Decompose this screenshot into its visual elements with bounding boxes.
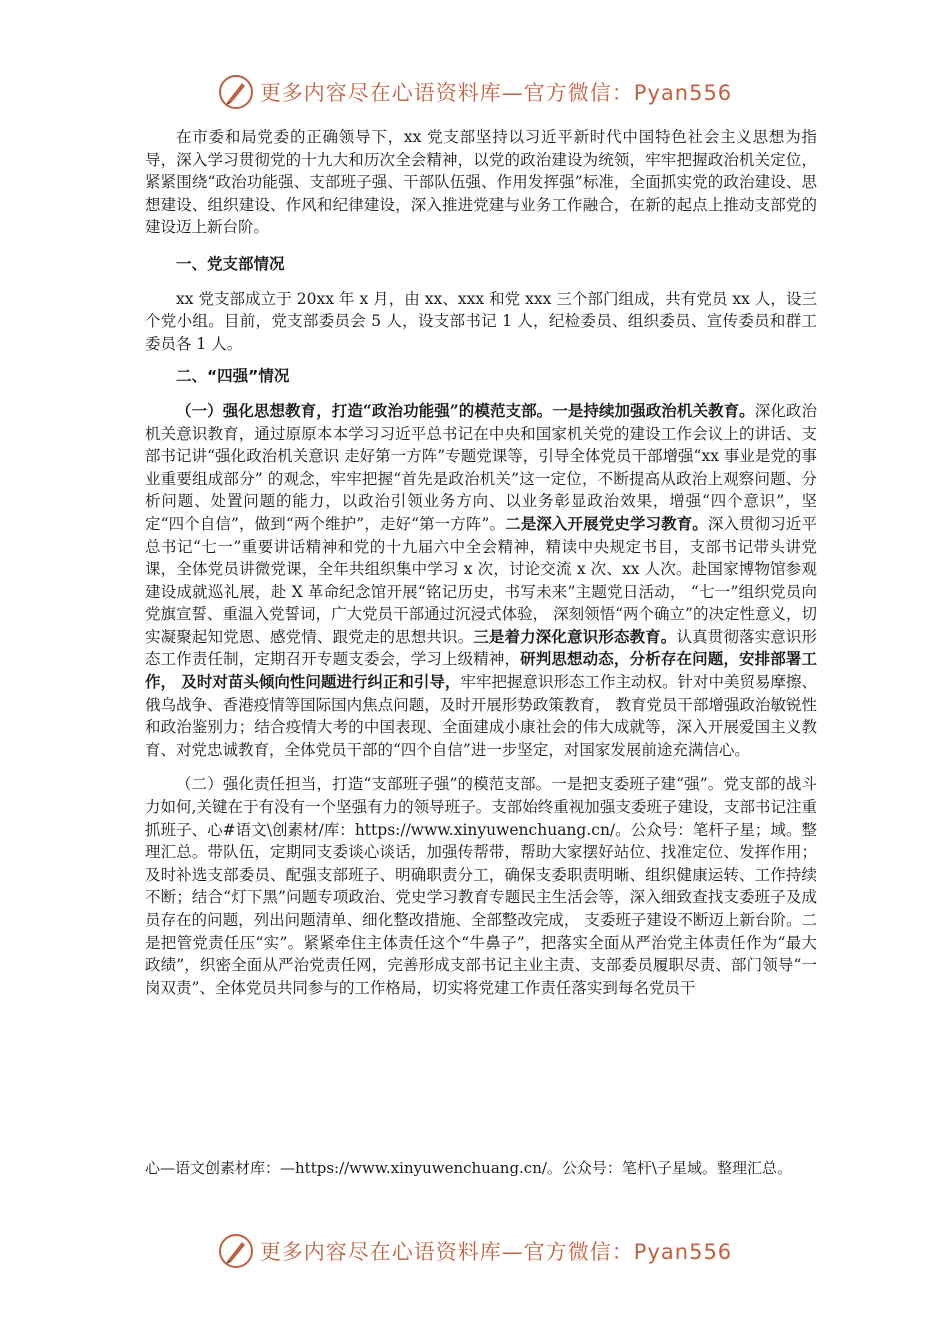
ideological-education-paragraph bbox=[145, 400, 817, 762]
banner-text: 更多内容尽在心语资料库—官方微信：Pyan556 bbox=[259, 81, 733, 105]
intro-paragraph: 在市委和局党委的正确领导下，xx 党支部坚持以习近平新时代中国特色社会主义思想为指导，深入学习贯彻党的十九大和历次全会精神，以党的政治建设为统领，牢牢把握政治机关定位，紧紧围绕“政治功能强、支部班子强、干部队伍强、作用发挥强”标准，全面抓实党的政治建设、思想建设、组织建设、作风和纪律建设，深入推进党建与业务工作融合，在新的起点上推动支部党的建设迈上新台阶。 bbox=[145, 128, 817, 237]
bold-lead-4: 研判思想动态，分析存在问题，安排部署工作， 及时对苗头倾向性问题进行纠正和引导， bbox=[145, 649, 817, 692]
text-run-1: 深化政治机关意识教育，通过原原本本学习习近平总书记在中央和国家机关党的建设工作会议上的讲话、支部书记讲“强化政治机关意识 走好第一方阵”专题党课等，引导全体党员干部增强“xx 事业是党的事业重要组成部分” 的观念，牢牢把握“首先是政治机关”这一定位，不断提高从政治上观察问题、分析问题、处置问题的能力，以政治引领业务方向、以业务彰显政治效果，增强“四个意识”，坚定“四个自信”，做到“两个维护”，走好“第一方阵”。 bbox=[145, 401, 817, 533]
section-heading-four-strong: 二、“四强”情况 bbox=[176, 367, 290, 386]
quill-pen-icon bbox=[218, 1233, 254, 1269]
text-run-4: 牢牢把握意识形态工作主动权。针对中美贸易摩擦、俄乌战争、香港疫情等国际国内焦点问题，及时开展形势政策教育， 教育党员干部增强政治敏锐性和政治鉴别力；结合疫情大考的中国表现、全面建成小康社会的伟大成就等，深入开展爱国主义教育、对党忠诚教育，全体党员干部的“四个自信”进一步坚定，对国家发展前途充满信心。 bbox=[145, 673, 817, 759]
section-heading-branch-overview: 一、党支部情况 bbox=[176, 254, 285, 273]
bold-lead-3: 三是着力深化意识形态教育。 bbox=[473, 626, 677, 646]
banner-content bbox=[218, 74, 732, 110]
bold-lead-2: 二是深入开展党史学习教育。 bbox=[505, 513, 708, 533]
banner-text: 更多内容尽在心语资料库—官方微信：Pyan556 bbox=[259, 1240, 733, 1264]
document-body bbox=[145, 126, 817, 999]
branch-overview-paragraph: xx 党支部成立于 20xx 年 x 月，由 xx、xxx 和党 xxx 三个部门组成，共有党员 xx 人，设三个党小组。目前，党支部委员会 5 人，设支部书记 1 人，纪检委员、组织委员、宣传委员和群工委员各 1 人。 bbox=[145, 289, 817, 353]
text-run-3: 认真贯彻落实意识形态工作责任制，定期召开专题支委会，学习上级精神， bbox=[145, 627, 817, 669]
source-footnote: 心—语文创素材库：—https://www.xinyuwenchuang.cn/。公众号：笔杆\子星域。整理汇总。 bbox=[145, 1159, 792, 1177]
responsibility-paragraph: （二）强化责任担当，打造“支部班子强”的模范支部。一是把支委班子建“强”。党支部的战斗力如何,关键在于有没有一个坚强有力的领导班子。支部始终重视加强支委班子建设，支部书记注重抓班子、心#语文\创素材/库：https://www.xinyuwenchuang.cn/。公众号：笔杆子星；域。整理汇总。带队伍，定期同支委谈心谈话，加强传帮带，帮助大家摆好站位、找准定位、发挥作用；及时补选支部委员、配强支部班子、明确职责分工，确保支委职责明晰、组织健康运转、工作持续不断；结合“灯下黑”问题专项政治、党史学习教育专题民主生活会等，深入细致查找支委班子及成员存在的问题，列出问题清单、细化整改措施、全部整改完成， 支委班子建设不断迈上新台阶。二是把管党责任压“实”。紧紧牵住主体责任这个“牛鼻子”，把落实全面从严治党主体责任作为“最大政绩”，织密全面从严治党责任网，完善形成支部书记主业主责、支部委员履职尽责、部门领导“一岗双责”、全体党员共同参与的工作格局，切实将党建工作责任落实到每名党员干 bbox=[145, 775, 817, 997]
banner-content bbox=[218, 1233, 732, 1269]
bold-lead-1: （一）强化思想教育，打造“政治功能强”的模范支部。一是持续加强政治机关教育。 bbox=[176, 400, 755, 420]
top-banner bbox=[0, 70, 950, 114]
text-run-2: 深入贯彻习近平总书记“七一”重要讲话精神和党的十九届六中全会精神，精读中央规定书目，支部书记带头讲党课，全体党员讲微党课，全年共组织集中学习 x 次，讨论交流 x 次、xx 人次。赴国家博物馆参观建设成就巡礼展，赴 X 革命纪念馆开展“铭记历史，书写未来”主题党日活动， “七一”组织党员向党旗宣誓、重温入党誓词，广大党员干部通过沉浸式体验， 深刻领悟“两个确立”的决定性意义，切实凝聚起知党恩、感党情、跟党走的思想共识。 bbox=[145, 514, 817, 646]
bottom-banner bbox=[0, 1229, 950, 1273]
quill-pen-icon bbox=[218, 74, 254, 110]
